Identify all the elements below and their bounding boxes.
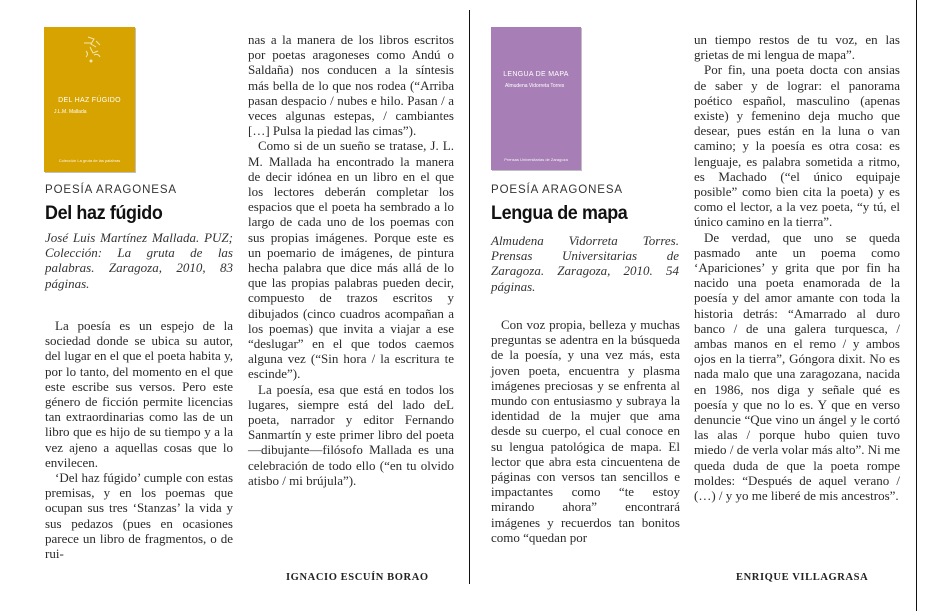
book-cover-right (491, 27, 581, 170)
review-body-right-col1 (491, 317, 680, 545)
cover-footer: Colección La gruta de las palabras (58, 158, 121, 163)
paragraph: La poesía es un espejo de la sociedad donde se ubica su autor, del lugar en el que el poeta habita y, por lo tanto, del momento en el que este escribe sus versos. Pero este género de ficción permite licencias tan extraordinarias como las de un libro que es hijo de su tiempo y a la vez ajeno a aquellas cosas que lo envilecen. (45, 318, 233, 470)
book-credits-left: José Luis Martínez Mallada. PUZ; Colección: La gruta de las palabras. Zaragoza, 2010, 83 páginas. (45, 230, 233, 291)
paragraph: Como si de un sueño se tratase, J. L. M. Mallada ha encontrado la manera de decir idónea en un libro en el que los lectores deberán completar los espacios que el poeta ha sembrado a lo largo de cada uno de los poemas con sus propias imágenes. Porque este es un poemario de imágenes, de pintura hecha palabra que dice más allá de lo que las propias palabras pueden decir, compuesto de trazos escritos y dibujados (cinco cuadros acompañan a los poemas) que invita a viajar a ese “deslugar” en el que todos caemos alguna vez (“Sin hora / la escritura te escinde”). (248, 138, 454, 382)
review-body-left-col2 (248, 32, 454, 488)
cover-illustration (44, 27, 135, 87)
page-edge-separator (916, 0, 917, 611)
section-label-left: POESÍA ARAGONESA (45, 184, 177, 196)
paragraph: La poesía, esa que está en todos los lugares, siempre está del lado deL poeta, narrador y editor Fernando Sanmartín y este primer libro del poeta—dibujante—filósofo Mallada es una celebración de todo ello (“en tu olvido atisbo / mi brújula”). (248, 381, 454, 488)
paragraph: De verdad, que uno se queda pasmado ante un poema como ‘Apariciones’ y grita que por fin ha nacido una poeta enamorada de la poesía y del amor amante con toda la historia detrás: “Amarrado al duro banco / de una galera turquesca, / ambas manos en el remo / y ambos ojos en la tierra”, Góngora dixit. No es nada malo que una zaragozana, nacida en 1986, nos diga y señale qué es poesía y que no lo es. Y que en verso denuncie “Que vino un ángel y le cortó las alas / porque hubo quien tuvo miedo / de verla volar más alto”. Ni me queda duda de que la poeta rompe moldes: “Después de aquel verano / (…) / y yo me liberé de mis ancestros”. (694, 229, 900, 504)
section-label-right: POESÍA ARAGONESA (491, 184, 623, 196)
cover-author: Almudena Vidorreta Torres (505, 83, 565, 89)
cover-author: J.L.M. Mallada (54, 109, 87, 115)
book-cover-left (44, 27, 135, 172)
paragraph: un tiempo restos de tu voz, en las grietas de mi lengua de mapa”. (694, 32, 900, 63)
paragraph: nas a la manera de los libros escritos por poetas aragoneses como Andú o Saldaña) nos conducen a la síntesis más bella de lo que nos rodea (“Arriba pasan despacio / nubes e hilo. Pasan / a veces algunas estepas, / cambiantes […] Pulsa la piedad las cimas”). (248, 32, 454, 139)
review-title-left: Del haz fúgido (45, 202, 163, 224)
cover-footer: Prensas Universitarias de Zaragoza (504, 157, 568, 162)
cover-title: LENGUA DE MAPA (503, 71, 569, 78)
paragraph: Por fin, una poeta docta con ansias de saber y de lograr: el panorama poético español, masculino (apenas existe) y femenino deja mucho que desear, pues están en la luna o van camino; y la poesía es otra cosa: es lenguaje, es palabra sometida a ritmo, es Machado (“el único equipaje posible” como bien cita la poeta) y es como el lector, a la vez poeta, “y tú, el único camino en la tierra”. (694, 62, 900, 230)
review-body-left-col1 (45, 318, 233, 561)
author-byline-right: ENRIQUE VILLAGRASA (736, 572, 869, 583)
paragraph: ‘Del haz fúgido’ cumple con estas premisas, y en los poemas que ocupan sus tres ‘Stanzas’ la vida y sus pedazos (pues en ocasiones parece un libro de fragmentos, o de rui- (45, 470, 233, 562)
review-title-right: Lengua de mapa (491, 202, 628, 224)
book-credits-right: Almudena Vidorreta Torres. Prensas Universitarias de Zaragoza. Zaragoza, 2010. 54 páginas. (491, 233, 679, 294)
review-body-right-col2 (694, 32, 900, 503)
column-separator (469, 10, 470, 584)
paragraph: Con voz propia, belleza y muchas preguntas se adentra en la búsqueda de la poesía, y una vez más, esta joven poeta, encuentra y plasma imágenes preciosas y se enfrenta al mundo con entusiasmo y subraya la identidad de la mujer que ama desde su cuerpo, el cual conoce en su lengua patológica de mapa. El lector que abra esta cincuentena de páginas con versos tan sencillos e impactantes como “te estoy mirando ahora” encontrará imágenes y recuerdos tan bonitos como “quedan por (491, 317, 680, 545)
cover-title: DEL HAZ FÚGIDO (58, 97, 121, 104)
author-byline-left: IGNACIO ESCUÍN BORAO (286, 572, 429, 583)
